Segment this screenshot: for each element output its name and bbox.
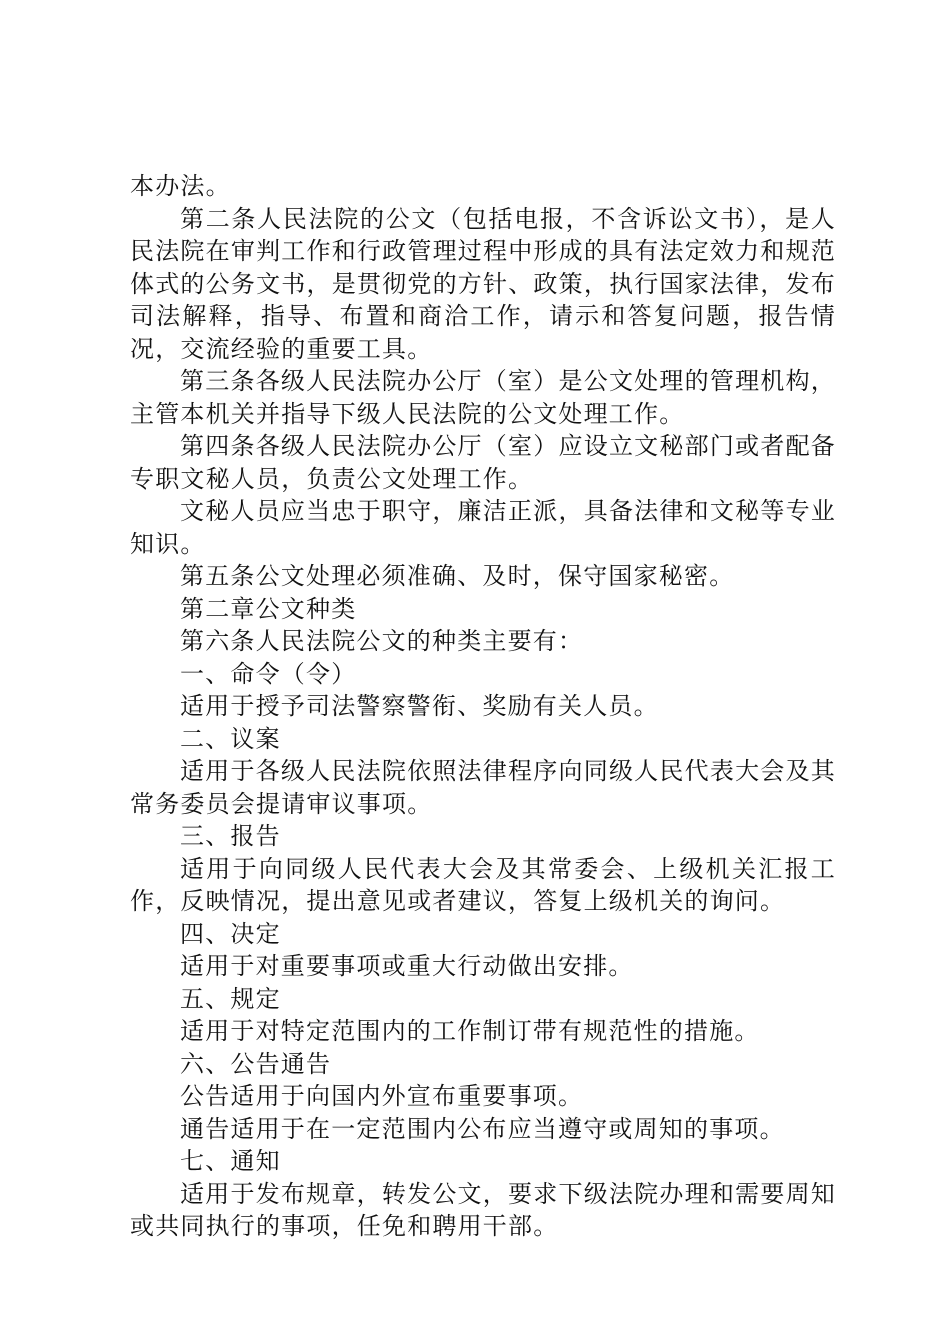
paragraph-article-5: 第五条公文处理必须准确、及时，保守国家秘密。 bbox=[180, 562, 735, 590]
paragraph-clerk-requirements: 文秘人员应当忠于职守，廉洁正派，具备法律和文秘等专业知识。 bbox=[130, 497, 836, 558]
list-heading-report: 三、报告 bbox=[180, 822, 281, 850]
document-body bbox=[130, 170, 836, 1243]
list-heading-announcement: 六、公告通告 bbox=[180, 1049, 332, 1078]
paragraph-1: 本办法。 bbox=[130, 172, 231, 200]
paragraph-article-6: 第六条人民法院公文的种类主要有： bbox=[180, 627, 584, 655]
paragraph-announcement-usage: 公告适用于向国内外宣布重要事项。 bbox=[180, 1082, 584, 1110]
paragraph-article-2: 第二条人民法院的公文（包括电报，不含诉讼文书），是人民法院在审判工作和行政管理过程中形成的具有法定效力和规范体式的公务文书，是贯彻党的方针、政策，执行国家法律，发布司法解释，指导、布置和商洽工作，请示和答复问题，报告情况，交流经验的重要工具。 bbox=[130, 204, 836, 363]
list-heading-motion: 二、议案 bbox=[180, 724, 281, 753]
paragraph-command-usage: 适用于授予司法警察警衔、奖励有关人员。 bbox=[180, 692, 659, 720]
paragraph-decision-usage: 适用于对重要事项或重大行动做出安排。 bbox=[180, 952, 634, 980]
list-heading-decision: 四、决定 bbox=[180, 919, 281, 948]
paragraph-notice-usage: 通告适用于在一定范围内公布应当遵守或周知的事项。 bbox=[180, 1114, 785, 1143]
list-heading-regulation: 五、规定 bbox=[180, 984, 281, 1013]
paragraph-regulation-usage: 适用于对特定范围内的工作制订带有规范性的措施。 bbox=[180, 1017, 760, 1045]
paragraph-report-usage: 适用于向同级人民代表大会及其常委会、上级机关汇报工作，反映情况，提出意见或者建议，答复上级机关的询问。 bbox=[130, 854, 836, 915]
paragraph-notification-usage: 适用于发布规章，转发公文，要求下级法院办理和需要周知或共同执行的事项，任免和聘用干部。 bbox=[130, 1179, 836, 1240]
paragraph-article-3: 第三条各级人民法院办公厅（室）是公文处理的管理机构，主管本机关并指导下级人民法院的公文处理工作。 bbox=[130, 367, 836, 428]
paragraph-article-4: 第四条各级人民法院办公厅（室）应设立文秘部门或者配备专职文秘人员，负责公文处理工作。 bbox=[130, 432, 836, 493]
paragraph-motion-usage: 适用于各级人民法院依照法律程序向同级人民代表大会及其常务委员会提请审议事项。 bbox=[130, 757, 836, 818]
list-heading-notification: 七、通知 bbox=[180, 1147, 281, 1175]
list-heading-command: 一、命令（令） bbox=[180, 659, 357, 688]
chapter-heading: 第二章公文种类 bbox=[180, 594, 357, 623]
